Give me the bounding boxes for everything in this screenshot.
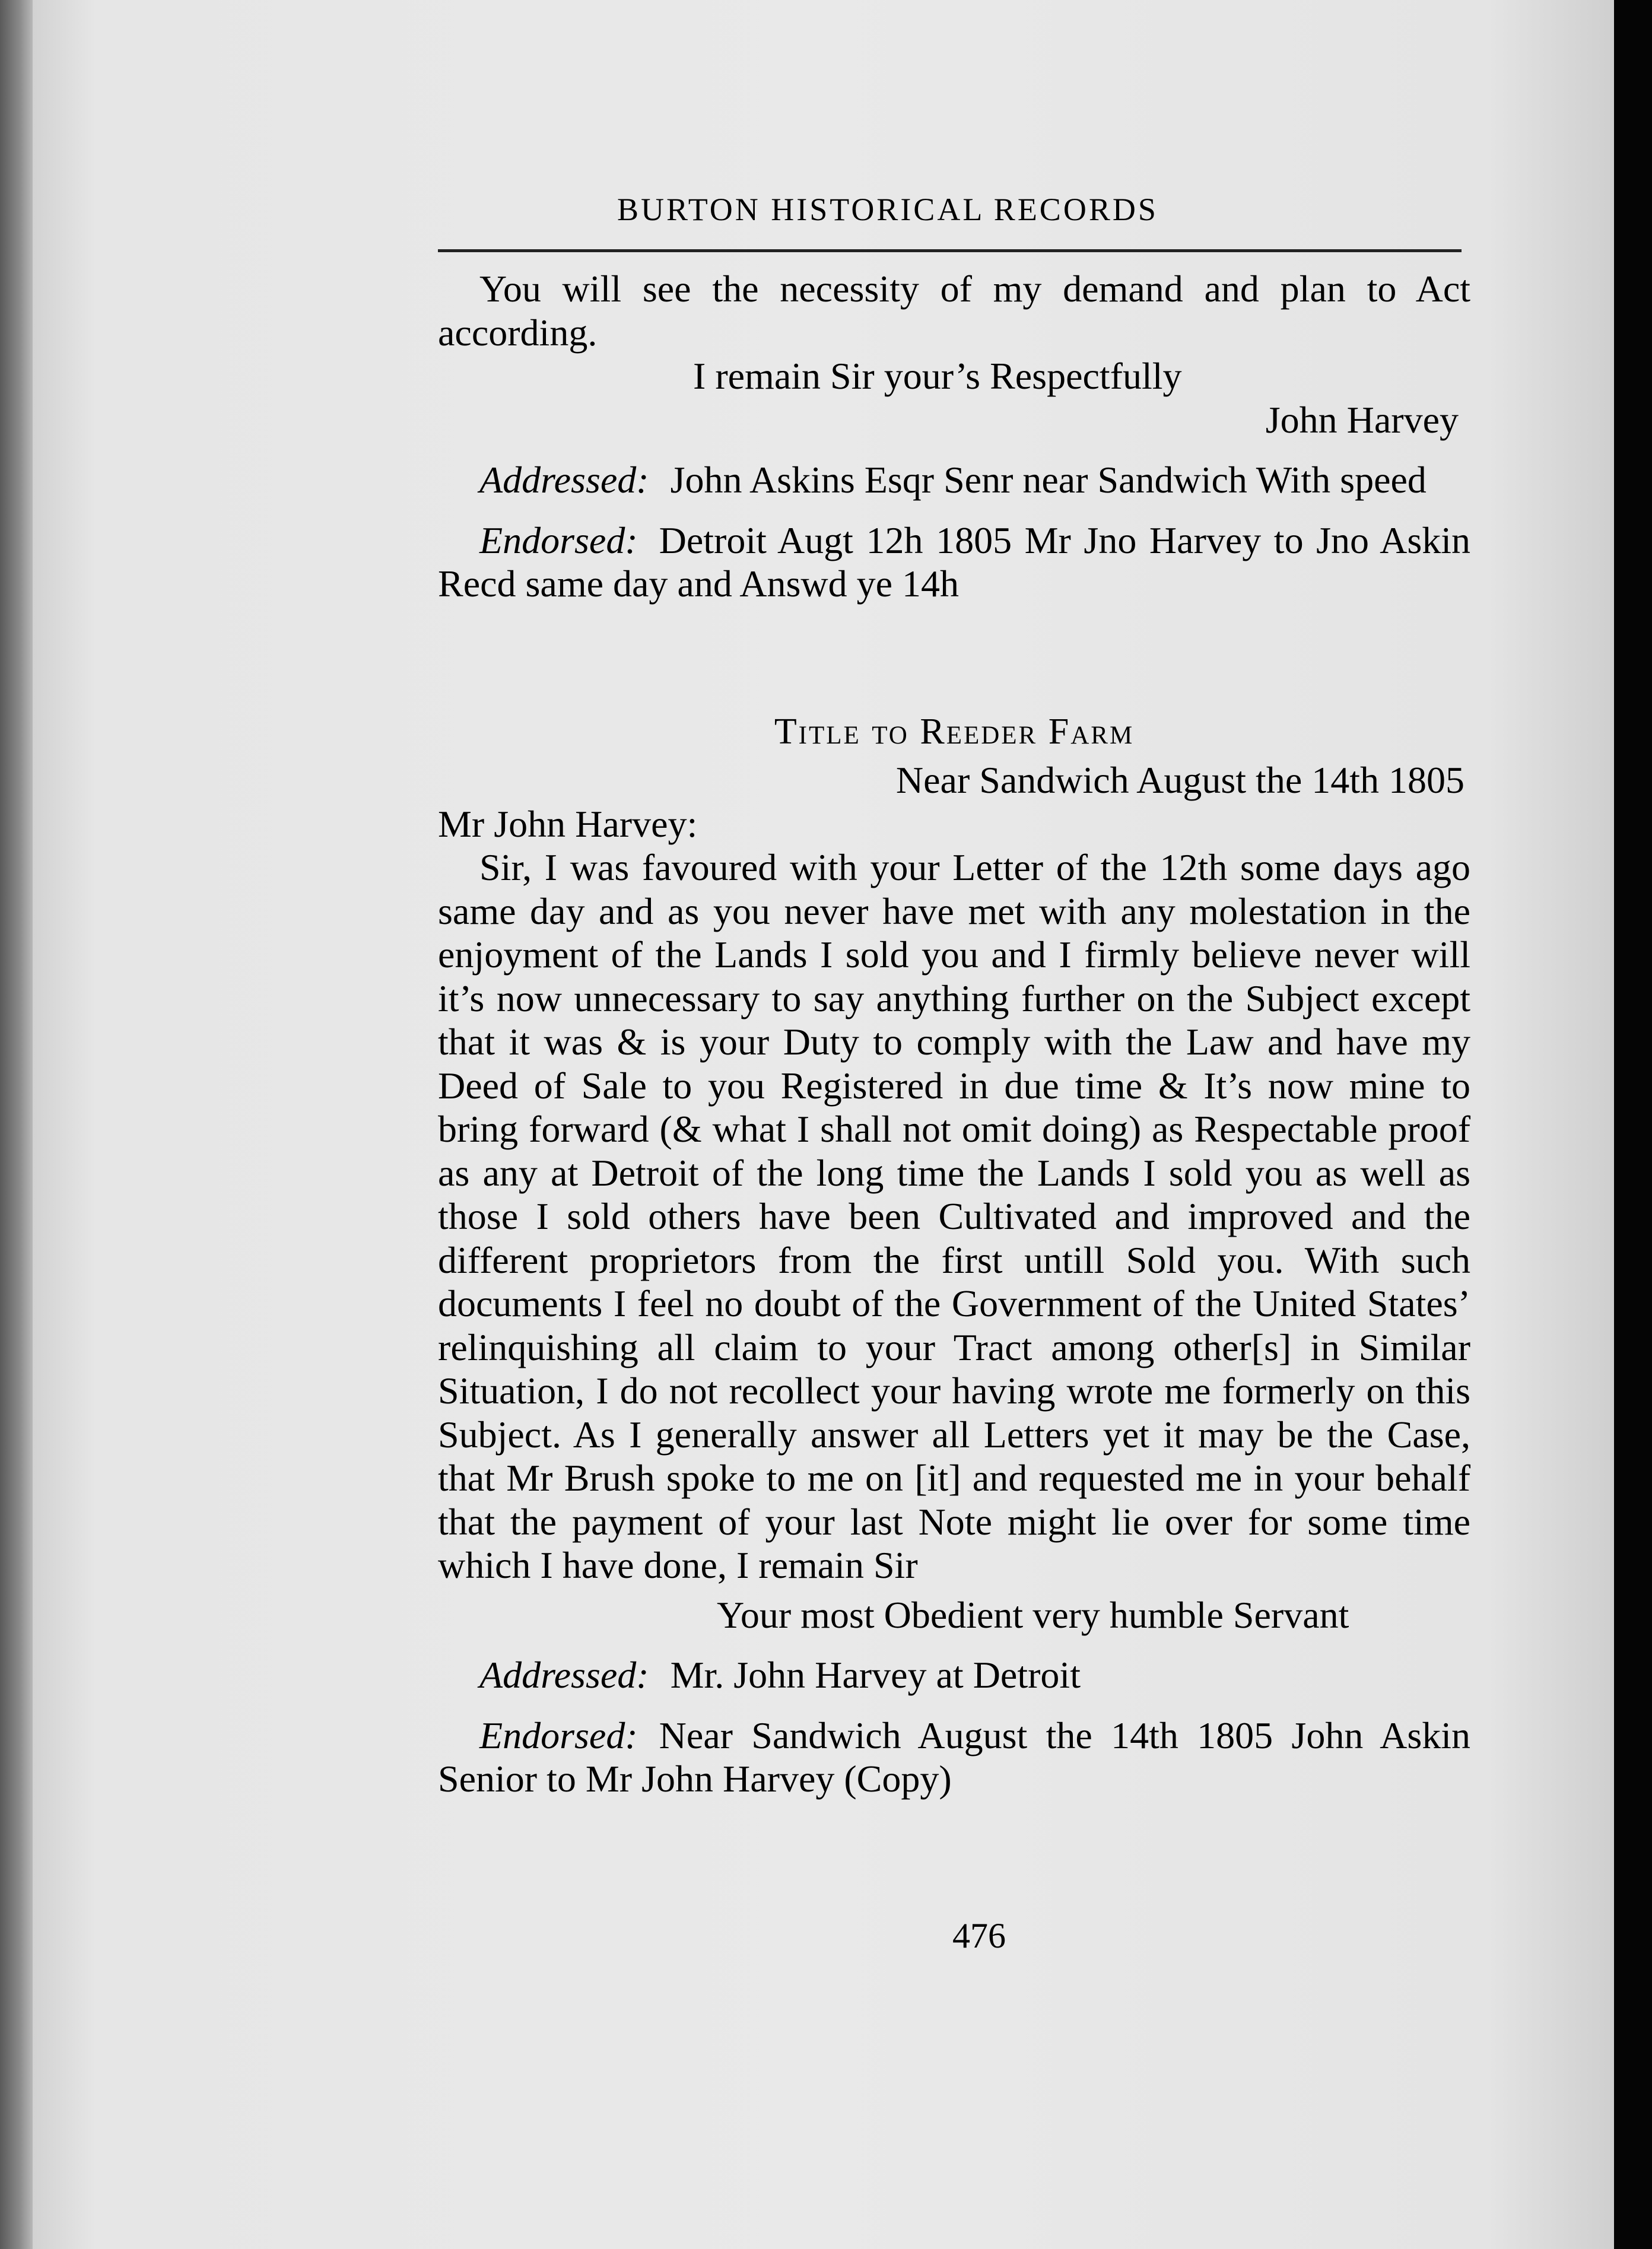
section-title: Title to Reeder Farm — [774, 711, 1135, 752]
endorsed-text: Near Sandwich August the 14th 1805 John Askin Senior to Mr John Harvey (Copy) — [438, 1714, 1470, 1800]
letter2-closing: Your most Obedient very humble Servant — [717, 1593, 1349, 1636]
endorsed-text: Detroit Augt 12h 1805 Mr Jno Harvey to Jno Askin Recd same day and Answd ye 14h — [438, 519, 1470, 605]
letter2-body: Sir, I was favoured with your Letter of the 12th some days ago same day and as you never have met with any molestation in the enjoyment of the Lands I sold you and I firmly believe never will it’s now unnecessary to say anything further on the Subject except that it was & is your Duty to comply with the Law and have my Deed of Sale to you Registered in due time & It’s now mine to bring forward (& what I shall not omit doing) as Respectable proof as any at Detroit of the long time the Lands I sold you as well as those I sold others have been Cultivated and improved and the different proprietors from the first untill Sold you. With such documents I feel no doubt of the Government of the United States’ relinquishing all claim to your Tract among other[s] in Similar Situation, I do not recollect your having wrote me formerly on this Subject. As I generally answer all Letters yet it may be the Case, that Mr Brush spoke to me on [it] and requested me in your behalf that the payment of your last Note might lie over for some time which I have done, I remain Sir — [438, 846, 1470, 1586]
page-text — [438, 267, 1470, 1801]
running-head: BURTON HISTORICAL RECORDS — [617, 192, 1158, 227]
letter2-endorsed — [438, 1714, 1470, 1801]
endorsed-label: Endorsed: — [479, 1714, 638, 1756]
addressed-label: Addressed: — [479, 459, 649, 501]
letter1-signature: John Harvey — [1265, 398, 1459, 441]
scan-shadow-right — [1614, 0, 1652, 2249]
letter1-endorsed — [438, 519, 1470, 606]
letter1-addressed — [438, 458, 1470, 502]
header-rule — [438, 249, 1462, 252]
letter2-dateline: Near Sandwich August the 14th 1805 — [895, 759, 1464, 801]
letter2-addressed — [438, 1653, 1470, 1697]
scan-shadow-left — [0, 0, 33, 2249]
addressed-label: Addressed: — [479, 1654, 649, 1696]
addressed-text: Mr. John Harvey at Detroit — [670, 1654, 1081, 1696]
endorsed-label: Endorsed: — [479, 519, 638, 561]
letter1-body: You will see the necessity of my demand and plan to Act according. — [438, 268, 1470, 354]
addressed-text: John Askins Esqr Senr near Sandwich With speed — [670, 459, 1427, 501]
letter1-closing: I remain Sir your’s Respectfully — [693, 355, 1182, 397]
page-number: 476 — [952, 1916, 1006, 1955]
letter2-salutation: Mr John Harvey: — [438, 802, 698, 845]
